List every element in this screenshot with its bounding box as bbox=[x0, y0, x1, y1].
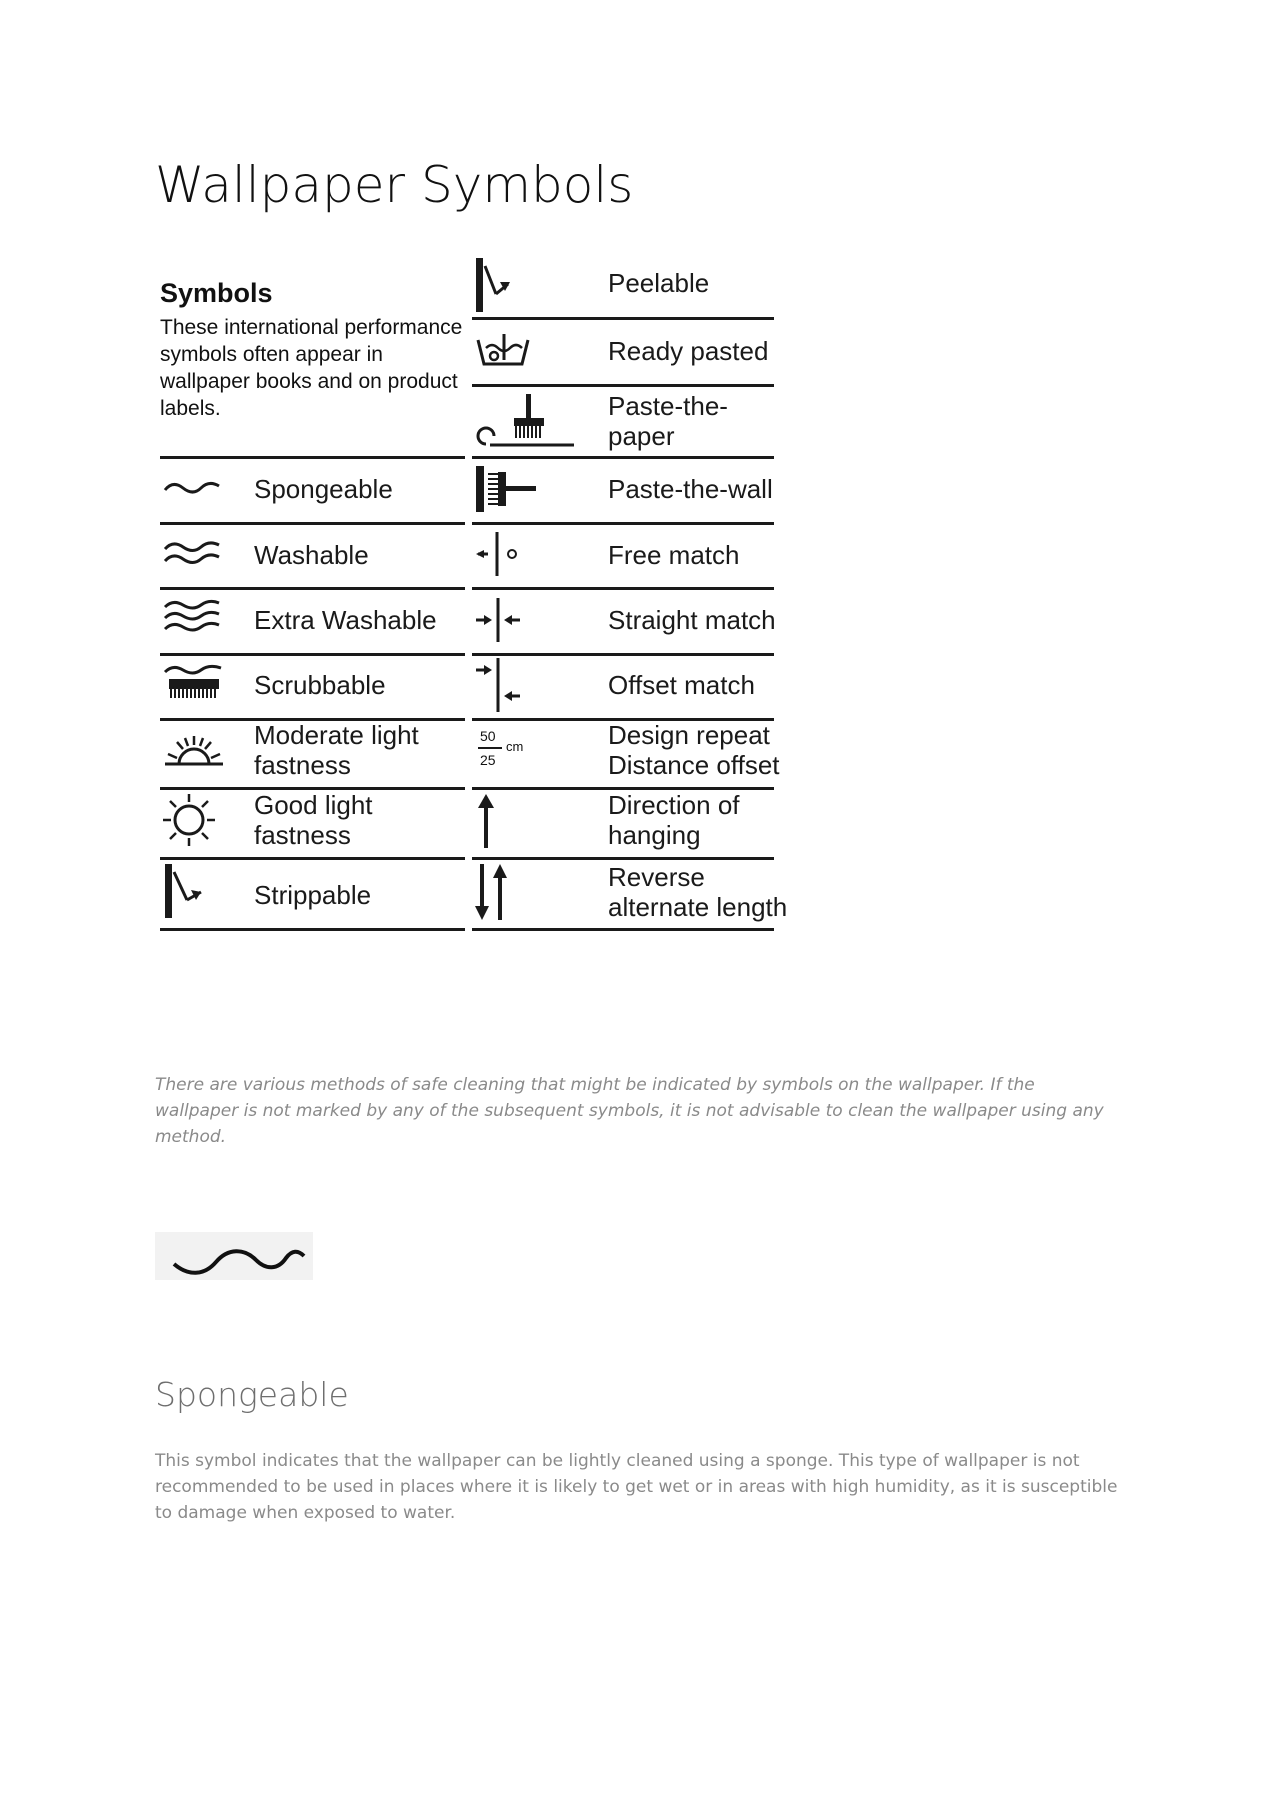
free-match-icon bbox=[474, 530, 524, 580]
symbol-label-moderate-light-fastness: Moderate light fastness bbox=[254, 720, 419, 780]
peel-arrow-icon bbox=[474, 256, 524, 314]
section-title-spongeable: Spongeable bbox=[155, 1375, 349, 1414]
sponge-wave-icon bbox=[170, 1238, 306, 1278]
symbols-heading: Symbols bbox=[160, 278, 273, 308]
straight-match-icon bbox=[474, 596, 534, 646]
water-bath-icon bbox=[474, 330, 534, 374]
paste-brush-paper-icon bbox=[474, 392, 578, 452]
offset-match-icon bbox=[474, 656, 534, 716]
rule-left-top bbox=[160, 456, 465, 459]
cleaning-intro-paragraph: There are various methods of safe cleaning that might be indicated by symbols on the wallpaper. If the wallpaper is not marked by any of the subsequent symbols, it is not advisable to clean the wallpaper using any method. bbox=[155, 1075, 1104, 1147]
symbol-label-offset-match: Offset match bbox=[608, 670, 755, 700]
symbol-label-ready-pasted: Ready pasted bbox=[608, 336, 769, 366]
rule-left-6 bbox=[160, 857, 465, 860]
single-wave-icon bbox=[163, 478, 223, 500]
symbol-label-good-light-fastness: Good light fastness bbox=[254, 790, 373, 850]
design-repeat-number-top: 50 bbox=[480, 728, 496, 744]
triple-wave-icon bbox=[163, 600, 223, 636]
rule-right-9 bbox=[472, 928, 774, 931]
rule-right-2 bbox=[472, 456, 774, 459]
full-sun-icon bbox=[163, 790, 215, 850]
rule-left-2 bbox=[160, 587, 465, 590]
strip-arrow-icon bbox=[163, 862, 213, 922]
rule-left-7 bbox=[160, 928, 465, 931]
symbol-label-free-match: Free match bbox=[608, 540, 740, 570]
design-repeat-fraction-bar bbox=[478, 747, 502, 749]
symbol-label-scrubbable: Scrubbable bbox=[254, 670, 386, 700]
page-title: Wallpaper Symbols bbox=[155, 156, 634, 214]
half-sun-icon bbox=[163, 728, 227, 772]
symbol-label-washable: Washable bbox=[254, 540, 369, 570]
design-repeat-icon bbox=[476, 728, 536, 778]
rule-right-8 bbox=[472, 857, 774, 860]
design-repeat-number-bottom: 25 bbox=[480, 752, 496, 768]
brush-wave-icon bbox=[163, 664, 227, 704]
rule-right-1 bbox=[472, 384, 774, 387]
rule-right-3 bbox=[472, 522, 774, 525]
symbol-label-straight-match: Straight match bbox=[608, 605, 776, 635]
up-arrow-icon bbox=[474, 792, 504, 852]
symbol-label-reverse-alternate-length: Reverse alternate length bbox=[608, 862, 788, 922]
rule-left-1 bbox=[160, 522, 465, 525]
paste-brush-wall-icon bbox=[474, 464, 554, 516]
symbol-label-direction-of-hanging: Direction of hanging bbox=[608, 790, 740, 850]
symbol-label-design-repeat: Design repeat Distance offset bbox=[608, 720, 780, 780]
rule-right-0 bbox=[472, 317, 774, 320]
section-body-spongeable: This symbol indicates that the wallpaper can be lightly cleaned using a sponge. This type of wallpaper is not recommended to be used in places where it is likely to get wet or in areas with high humidity, as it is susceptible to damage when exposed to water. bbox=[155, 1451, 1118, 1523]
rule-right-4 bbox=[472, 587, 774, 590]
symbol-label-paste-the-paper: Paste-the-paper bbox=[608, 391, 728, 451]
symbols-intro: These international performance symbols often appear in wallpaper books and on product labels. bbox=[160, 316, 463, 420]
symbol-label-strippable: Strippable bbox=[254, 880, 372, 910]
symbol-label-spongeable: Spongeable bbox=[254, 474, 393, 504]
symbol-label-paste-the-wall: Paste-the-wall bbox=[608, 474, 773, 504]
rule-left-3 bbox=[160, 653, 465, 656]
reverse-arrows-icon bbox=[474, 862, 514, 924]
design-repeat-unit: cm bbox=[506, 739, 524, 754]
double-wave-icon bbox=[163, 540, 223, 568]
symbol-label-extra-washable: Extra Washable bbox=[254, 605, 437, 635]
symbol-label-peelable: Peelable bbox=[608, 268, 710, 298]
